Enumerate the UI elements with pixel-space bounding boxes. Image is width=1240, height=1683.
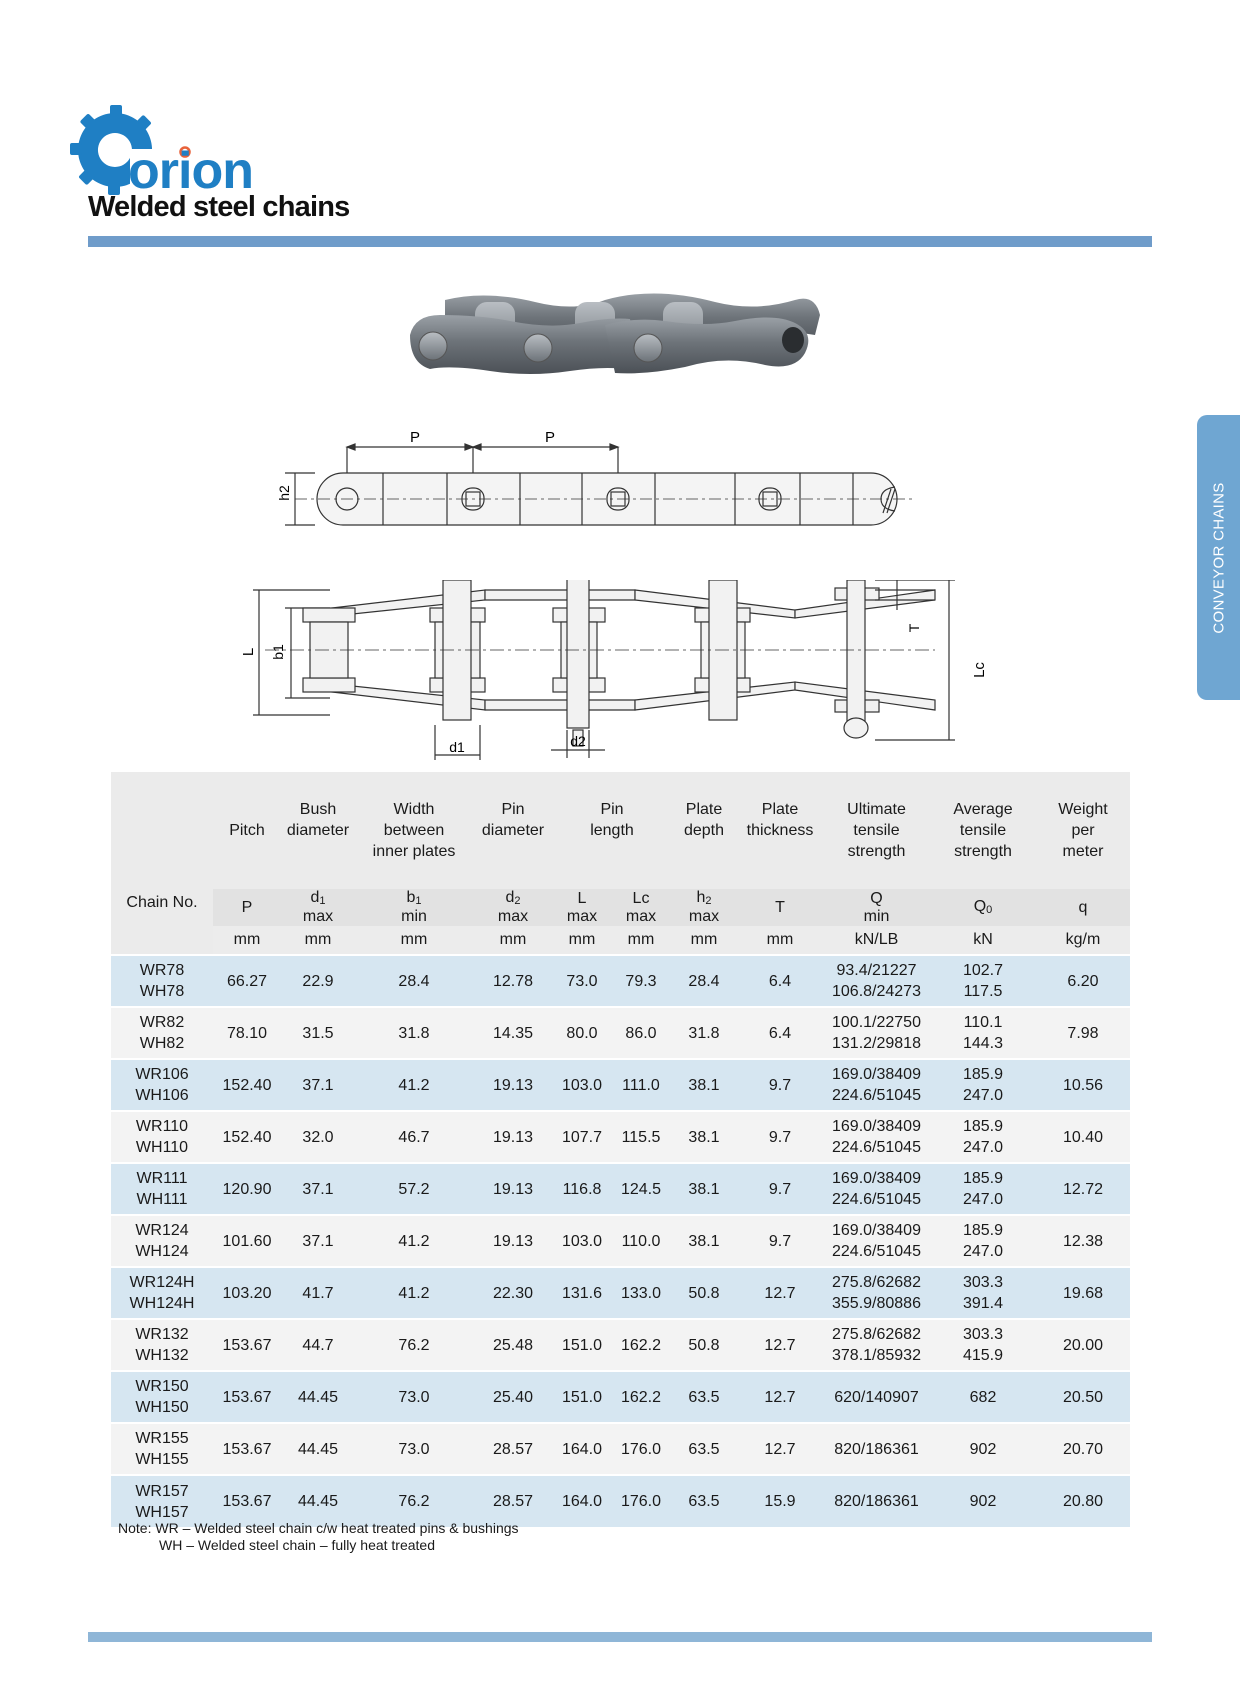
cell-b1: 73.0 [355,1423,473,1475]
cell-Q0: 303.3 391.4 [930,1267,1036,1319]
cell-L: 103.0 [553,1059,611,1111]
cell-q: 20.80 [1036,1475,1130,1527]
cell-L: 151.0 [553,1371,611,1423]
col-symbol-q: q [1036,889,1130,926]
cell-h2: 63.5 [671,1371,737,1423]
col-unit-L: mm [553,926,611,955]
cell-b1: 73.0 [355,1371,473,1423]
col-head-average-tensile-strength: Average tensile strength [930,772,1036,889]
cell-b1: 41.2 [355,1267,473,1319]
col-unit-q: kg/m [1036,926,1130,955]
cell-Lc: 133.0 [611,1267,671,1319]
table-row [111,1163,1130,1215]
cell-Q: 169.0/38409 224.6/51045 [823,1059,930,1111]
cell-h2: 63.5 [671,1423,737,1475]
logo-wordmark: orion [128,142,253,200]
table-row [111,1319,1130,1371]
cell-h2: 38.1 [671,1059,737,1111]
cell-Q0: 185.9 247.0 [930,1215,1036,1267]
cell-q: 20.70 [1036,1423,1130,1475]
cell-Q0: 185.9 247.0 [930,1111,1036,1163]
chain-no-cell: WR106 WH106 [111,1059,213,1111]
cell-p: 153.67 [213,1319,281,1371]
cell-T: 15.9 [737,1475,823,1527]
cell-Q0: 902 [930,1475,1036,1527]
cell-L: 107.7 [553,1111,611,1163]
cell-h2: 38.1 [671,1215,737,1267]
cell-h2: 28.4 [671,955,737,1007]
col-symbol-d1: d1 max [281,889,355,926]
table-row [111,1111,1130,1163]
cell-L: 164.0 [553,1423,611,1475]
col-head-ultimate-tensile-strength: Ultimate tensile strength [823,772,930,889]
table-row [111,955,1130,1007]
cell-L: 131.6 [553,1267,611,1319]
dim-label-L: L [240,647,257,657]
col-unit-Q0: kN [930,926,1036,955]
cell-h2: 63.5 [671,1475,737,1527]
cell-d1: 44.7 [281,1319,355,1371]
cell-Lc: 110.0 [611,1215,671,1267]
cell-Q0: 110.1 144.3 [930,1007,1036,1059]
chain-photo [405,280,845,390]
cell-Q: 820/186361 [823,1423,930,1475]
cell-h2: 50.8 [671,1319,737,1371]
cell-Q: 169.0/38409 224.6/51045 [823,1215,930,1267]
header-rule [88,236,1152,247]
cell-p: 153.67 [213,1423,281,1475]
cell-Q: 275.8/62682 355.9/80886 [823,1267,930,1319]
cell-Q: 169.0/38409 224.6/51045 [823,1111,930,1163]
cell-T: 6.4 [737,1007,823,1059]
col-unit-Lc: mm [611,926,671,955]
cell-d1: 44.45 [281,1371,355,1423]
col-symbol-b1: b1 min [355,889,473,926]
cell-T: 12.7 [737,1319,823,1371]
cell-d1: 44.45 [281,1475,355,1527]
cell-T: 9.7 [737,1163,823,1215]
chain-no-cell: WR124H WH124H [111,1267,213,1319]
cell-p: 153.67 [213,1371,281,1423]
col-unit-b1: mm [355,926,473,955]
cell-b1: 31.8 [355,1007,473,1059]
cell-q: 12.38 [1036,1215,1130,1267]
col-unit-p: mm [213,926,281,955]
cell-Q: 169.0/38409 224.6/51045 [823,1163,930,1215]
cell-Lc: 162.2 [611,1371,671,1423]
cell-Q0: 902 [930,1423,1036,1475]
cell-T: 6.4 [737,955,823,1007]
cell-b1: 76.2 [355,1319,473,1371]
cell-q: 10.40 [1036,1111,1130,1163]
cell-d2: 25.48 [473,1319,553,1371]
chain-no-cell: WR110 WH110 [111,1111,213,1163]
cell-Lc: 79.3 [611,955,671,1007]
col-symbol-p: P [213,889,281,926]
cell-d1: 37.1 [281,1163,355,1215]
table-row [111,1423,1130,1475]
col-unit-Q: kN/LB [823,926,930,955]
cell-p: 66.27 [213,955,281,1007]
note-line-1: Note: WR – Welded steel chain c/w heat treated pins & bushings [118,1520,519,1536]
cell-b1: 41.2 [355,1215,473,1267]
cell-b1: 76.2 [355,1475,473,1527]
cell-b1: 28.4 [355,955,473,1007]
section-tab-label: CONVEYOR CHAINS [1210,481,1227,634]
cell-b1: 46.7 [355,1111,473,1163]
cell-Q: 275.8/62682 378.1/85932 [823,1319,930,1371]
cell-d2: 19.13 [473,1215,553,1267]
col-unit-T: mm [737,926,823,955]
cell-L: 116.8 [553,1163,611,1215]
cell-q: 10.56 [1036,1059,1130,1111]
col-head-pin-diameter: Pin diameter [473,772,553,889]
cell-d1: 32.0 [281,1111,355,1163]
cell-q: 20.00 [1036,1319,1130,1371]
col-symbol-T: T [737,889,823,926]
cell-Lc: 176.0 [611,1423,671,1475]
col-symbol-Q0: Q0 [930,889,1036,926]
dim-label-d1: d1 [449,739,465,755]
col-unit-h2: mm [671,926,737,955]
page-title: Welded steel chains [88,191,350,223]
cell-Q0: 185.9 247.0 [930,1059,1036,1111]
cell-d2: 28.57 [473,1475,553,1527]
table-row [111,1371,1130,1423]
cell-h2: 38.1 [671,1163,737,1215]
col-head-plate-depth: Plate depth [671,772,737,889]
cell-p: 120.90 [213,1163,281,1215]
cell-T: 9.7 [737,1111,823,1163]
cell-Q: 93.4/21227 106.8/24273 [823,955,930,1007]
dim-label-h2: h2 [276,485,292,501]
cell-q: 12.72 [1036,1163,1130,1215]
cell-Lc: 162.2 [611,1319,671,1371]
cell-d1: 31.5 [281,1007,355,1059]
side-view-drawing [235,580,1015,765]
chain-no-cell: WR124 WH124 [111,1215,213,1267]
col-head-pin-length: Pin length [553,772,671,889]
cell-b1: 57.2 [355,1163,473,1215]
note-line-2: WH – Welded steel chain – fully heat treated [159,1537,436,1553]
col-symbol-d2: d2 max [473,889,553,926]
table-row [111,1215,1130,1267]
cell-d2: 19.13 [473,1059,553,1111]
col-head-bush-diameter: Bush diameter [281,772,355,889]
section-tab [1197,415,1240,700]
cell-Q: 100.1/22750 131.2/29818 [823,1007,930,1059]
cell-Q: 620/140907 [823,1371,930,1423]
cell-L: 151.0 [553,1319,611,1371]
cell-h2: 50.8 [671,1267,737,1319]
cell-Lc: 176.0 [611,1475,671,1527]
cell-b1: 41.2 [355,1059,473,1111]
cell-L: 164.0 [553,1475,611,1527]
cell-d1: 37.1 [281,1059,355,1111]
cell-d2: 28.57 [473,1423,553,1475]
cell-d1: 37.1 [281,1215,355,1267]
cell-q: 20.50 [1036,1371,1130,1423]
cell-p: 101.60 [213,1215,281,1267]
cell-q: 6.20 [1036,955,1130,1007]
cell-d2: 19.13 [473,1163,553,1215]
dim-label-b1: b1 [270,644,286,660]
cell-Lc: 124.5 [611,1163,671,1215]
orion-logo [70,105,270,200]
chain-no-cell: WR150 WH150 [111,1371,213,1423]
col-head-pitch: Pitch [213,772,281,889]
cell-q: 19.68 [1036,1267,1130,1319]
table-row [111,1007,1130,1059]
cell-Q0: 102.7 117.5 [930,955,1036,1007]
cell-Lc: 115.5 [611,1111,671,1163]
table-row [111,1267,1130,1319]
top-view-drawing [255,425,945,535]
cell-Lc: 86.0 [611,1007,671,1059]
cell-p: 103.20 [213,1267,281,1319]
table-row [111,1059,1130,1111]
col-symbol-h2: h2 max [671,889,737,926]
cell-d2: 22.30 [473,1267,553,1319]
cell-d1: 44.45 [281,1423,355,1475]
cell-T: 12.7 [737,1371,823,1423]
col-head-width-between-inner-plates: Width between inner plates [355,772,473,889]
cell-p: 153.67 [213,1475,281,1527]
footer-rule [88,1632,1152,1642]
cell-T: 9.7 [737,1215,823,1267]
chain-no-cell: WR111 WH111 [111,1163,213,1215]
cell-d1: 41.7 [281,1267,355,1319]
col-unit-d1: mm [281,926,355,955]
table-note [118,1520,519,1554]
col-unit-d2: mm [473,926,553,955]
cell-h2: 31.8 [671,1007,737,1059]
cell-L: 80.0 [553,1007,611,1059]
cell-T: 12.7 [737,1423,823,1475]
chain-no-cell: WR78 WH78 [111,955,213,1007]
chain-no-cell: WR82 WH82 [111,1007,213,1059]
dim-label-p1: P [409,429,421,446]
cell-T: 9.7 [737,1059,823,1111]
col-symbol-Lc: Lc max [611,889,671,926]
chain-no-cell: WR132 WH132 [111,1319,213,1371]
cell-Lc: 111.0 [611,1059,671,1111]
cell-d2: 19.13 [473,1111,553,1163]
chain-no-header: Chain No. [111,772,213,955]
cell-d1: 22.9 [281,955,355,1007]
cell-d2: 12.78 [473,955,553,1007]
cell-p: 152.40 [213,1111,281,1163]
col-symbol-L: L max [553,889,611,926]
dim-label-T: T [906,623,922,633]
cell-q: 7.98 [1036,1007,1130,1059]
dim-label-Lc: Lc [971,662,988,678]
cell-d2: 25.40 [473,1371,553,1423]
cell-L: 73.0 [553,955,611,1007]
cell-Q0: 185.9 247.0 [930,1163,1036,1215]
chain-no-cell: WR155 WH155 [111,1423,213,1475]
dim-label-d2: d2 [570,733,586,749]
cell-Q0: 303.3 415.9 [930,1319,1036,1371]
col-head-weight-per-meter: Weight per meter [1036,772,1130,889]
cell-h2: 38.1 [671,1111,737,1163]
cell-T: 12.7 [737,1267,823,1319]
spec-table [111,772,1130,1527]
dim-label-p2: P [544,429,556,446]
cell-p: 78.10 [213,1007,281,1059]
cell-p: 152.40 [213,1059,281,1111]
col-symbol-Q: Q min [823,889,930,926]
col-head-plate-thickness: Plate thickness [737,772,823,889]
cell-Q0: 682 [930,1371,1036,1423]
chain-no-cell: WR157 WH157 [111,1475,213,1527]
cell-Q: 820/186361 [823,1475,930,1527]
cell-d2: 14.35 [473,1007,553,1059]
cell-L: 103.0 [553,1215,611,1267]
